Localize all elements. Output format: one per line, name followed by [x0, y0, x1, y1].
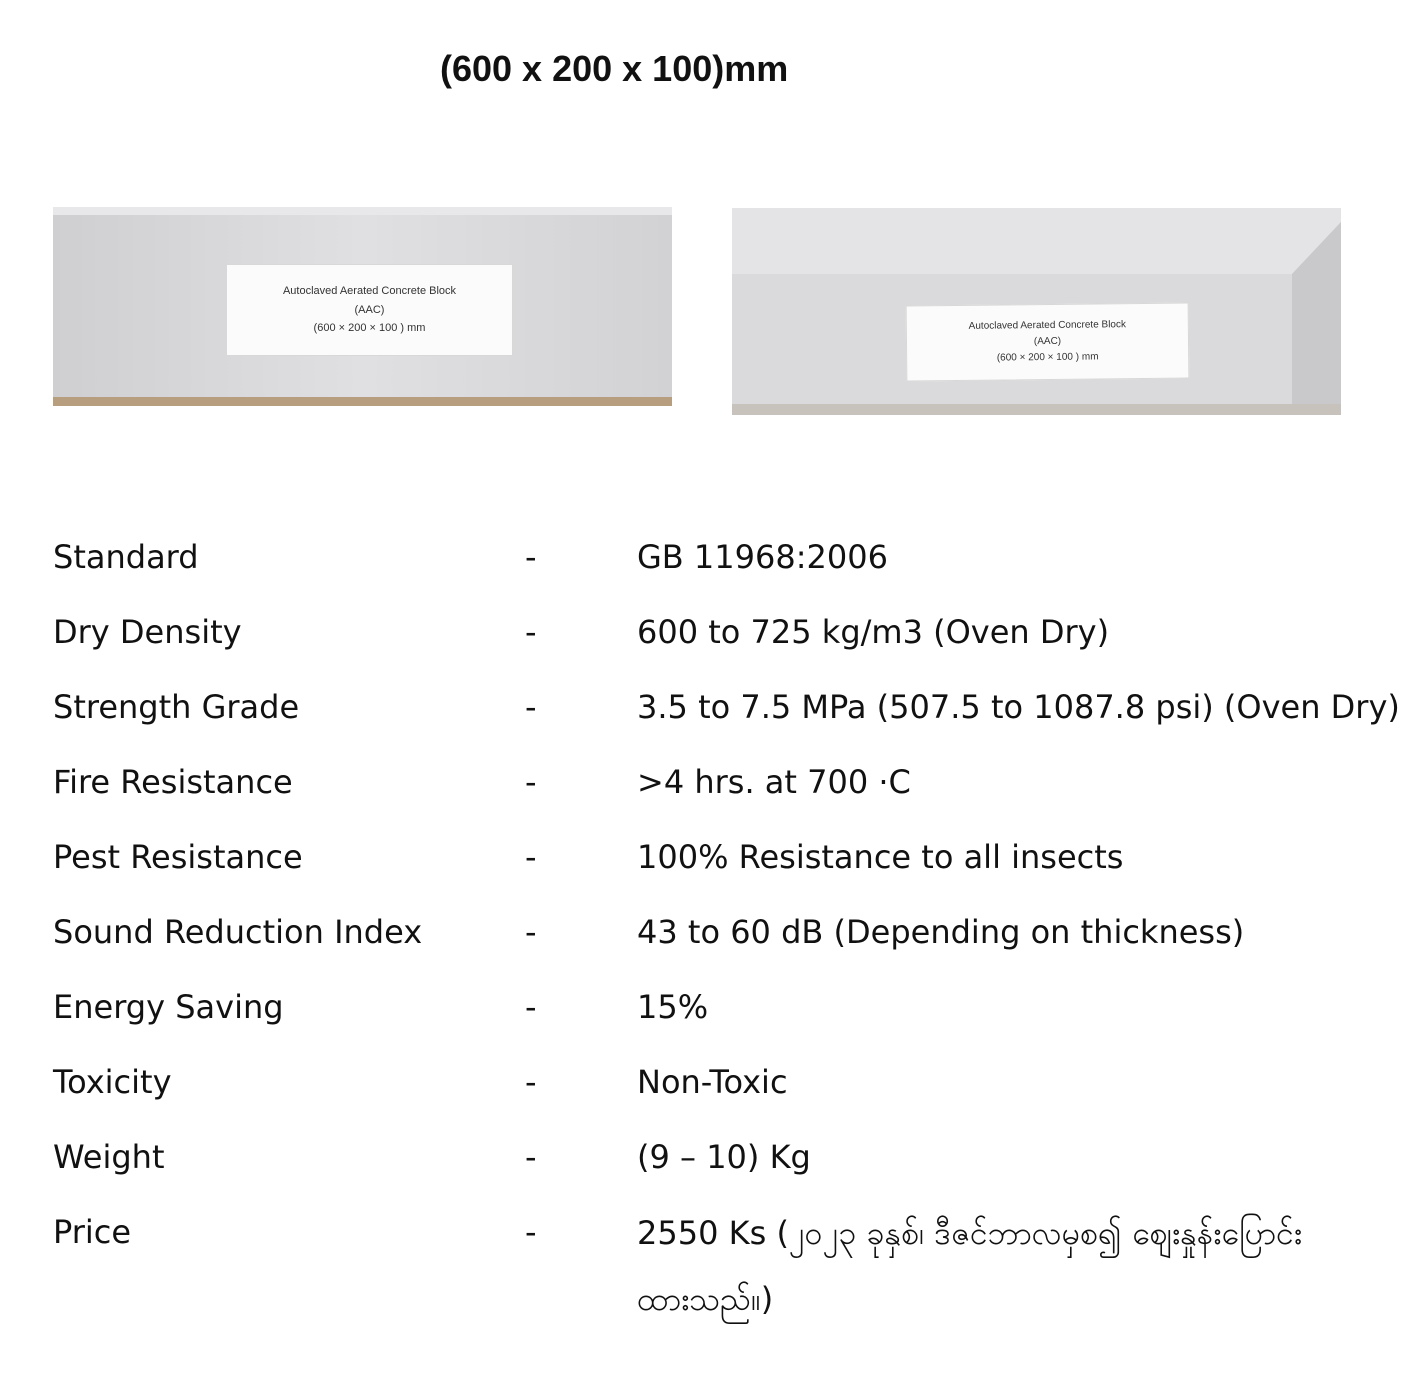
spec-separator: -: [525, 1213, 537, 1251]
spec-value: (9 – 10) Kg: [637, 1138, 811, 1176]
spec-label: Weight: [53, 1138, 165, 1176]
sticker-line-1: Autoclaved Aerated Concrete Block: [968, 319, 1127, 332]
sticker-line-2: (AAC): [354, 303, 385, 316]
aac-block-photo-front: [53, 207, 672, 406]
spec-value: Non-Toxic: [637, 1063, 788, 1101]
spec-separator: -: [525, 688, 537, 726]
spec-row-dry-density: [53, 595, 1393, 670]
sticker-line-3: (600 × 200 × 100 ) mm: [996, 351, 1099, 364]
spec-separator: -: [525, 763, 537, 801]
spec-value: 3.5 to 7.5 MPa (507.5 to 1087.8 psi) (Oven Dry): [637, 688, 1400, 726]
spec-label: Dry Density: [53, 613, 242, 651]
spec-row-energy-saving: [53, 970, 1393, 1045]
spec-label: Price: [53, 1213, 132, 1251]
spec-label: Pest Resistance: [53, 838, 303, 876]
spec-value: GB 11968:2006: [637, 538, 888, 576]
spec-value: >4 hrs. at 700 ·C: [637, 763, 911, 801]
spec-separator: -: [525, 988, 537, 1026]
sticker-line-3: (600 × 200 × 100 ) mm: [313, 322, 426, 335]
spec-row-toxicity: [53, 1045, 1393, 1120]
spec-label: Strength Grade: [53, 688, 300, 726]
spec-separator: -: [525, 538, 537, 576]
page-title: (600 x 200 x 100)mm: [440, 48, 789, 89]
spec-label: Sound Reduction Index: [53, 913, 423, 951]
spec-value: 43 to 60 dB (Depending on thickness): [637, 913, 1245, 951]
spec-table: [53, 520, 1400, 1345]
sticker-line-2: (AAC): [1033, 335, 1062, 348]
spec-value: 2550 Ks (၂၀၂၃ ခုနှစ်၊ ဒီဇင်ဘာလမှစ၍ ဈေးနှုန်းပြောင်းထားသည်။): [637, 1214, 1303, 1318]
spec-row-strength-grade: [53, 670, 1400, 745]
spec-row-fire-resistance: [53, 745, 1393, 820]
spec-separator: -: [525, 1063, 537, 1101]
spec-label: Toxicity: [53, 1063, 172, 1101]
spec-label: Fire Resistance: [53, 763, 293, 801]
aac-block-photo-angled: [732, 208, 1341, 415]
spec-value: 15%: [637, 988, 709, 1026]
spec-separator: -: [525, 613, 537, 651]
product-sticker: [226, 264, 513, 356]
spec-row-weight: [53, 1120, 1393, 1195]
spec-separator: -: [525, 838, 537, 876]
spec-row-price: [53, 1195, 1393, 1345]
spec-row-standard: [53, 520, 1393, 595]
spec-value: 600 to 725 kg/m3 (Oven Dry): [637, 613, 1110, 651]
product-sticker: [906, 303, 1190, 382]
sticker-line-1: Autoclaved Aerated Concrete Block: [282, 284, 457, 297]
spec-label: Energy Saving: [53, 988, 284, 1026]
spec-value: 100% Resistance to all insects: [637, 838, 1124, 876]
spec-separator: -: [525, 1138, 537, 1176]
spec-row-sound-reduction: [53, 895, 1393, 970]
spec-row-pest-resistance: [53, 820, 1393, 895]
spec-label: Standard: [53, 538, 199, 576]
spec-separator: -: [525, 913, 537, 951]
